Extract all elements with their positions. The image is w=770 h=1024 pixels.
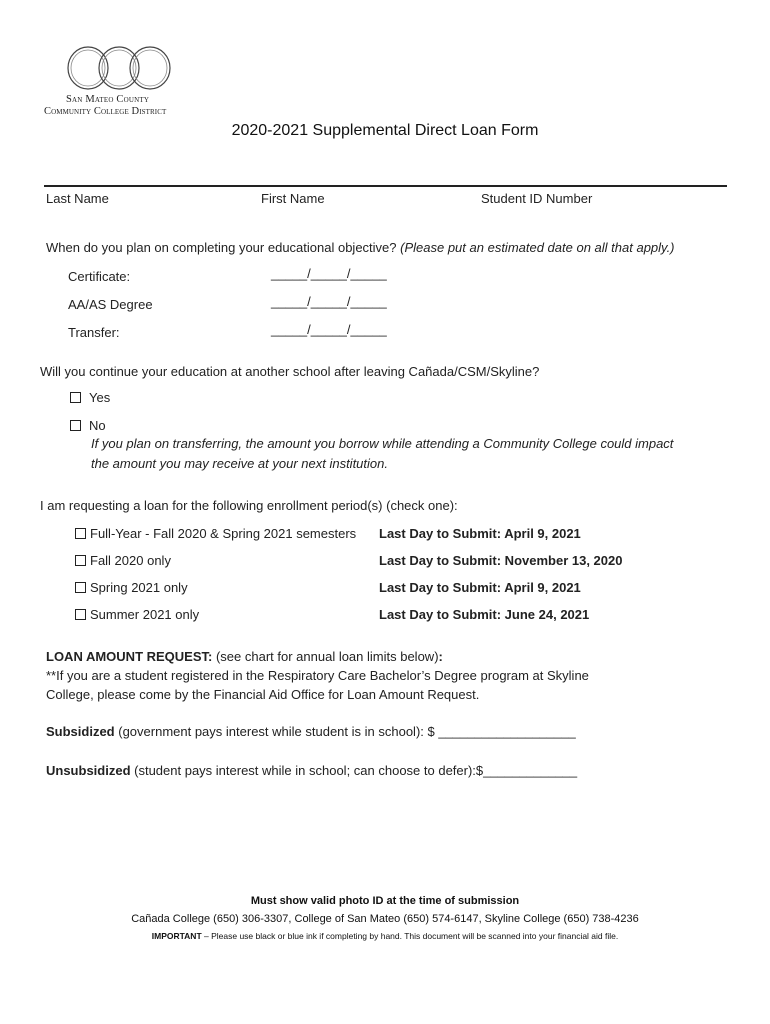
yes-label: Yes bbox=[89, 390, 111, 405]
respiratory-note-line2: College, please come by the Financial Aid Office for Loan Amount Request. bbox=[46, 687, 480, 702]
aa-as-degree-date-field[interactable]: _____/_____/_____ bbox=[271, 294, 387, 309]
full-year-deadline: Last Day to Submit: April 9, 2021 bbox=[379, 526, 581, 541]
subsidized-amount-row[interactable] bbox=[46, 724, 576, 739]
spring-deadline: Last Day to Submit: April 9, 2021 bbox=[379, 580, 581, 595]
unsubsidized-text[interactable]: (student pays interest while in school; can choose to defer):$_____________ bbox=[130, 763, 578, 778]
subsidized-label: Subsidized bbox=[46, 724, 115, 739]
name-signature-line[interactable] bbox=[44, 185, 727, 187]
yes-option[interactable] bbox=[70, 390, 110, 405]
first-name-label: First Name bbox=[261, 191, 325, 206]
transfer-note-line1: If you plan on transferring, the amount you borrow while attending a Community College could impact bbox=[91, 436, 674, 451]
important-label: IMPORTANT bbox=[151, 931, 202, 941]
loan-amount-heading-colon: : bbox=[438, 649, 443, 664]
loan-amount-heading bbox=[46, 649, 443, 664]
certificate-label: Certificate: bbox=[68, 269, 131, 284]
student-id-label: Student ID Number bbox=[481, 191, 593, 206]
respiratory-note-line1: **If you are a student registered in the Respiratory Care Bachelor’s Degree program at Skyline bbox=[46, 668, 589, 683]
enrollment-option-full-year[interactable] bbox=[75, 526, 356, 541]
photo-id-notice: Must show valid photo ID at the time of submission bbox=[250, 895, 520, 907]
enrollment-option-summer[interactable] bbox=[75, 607, 199, 622]
enrollment-question: I am requesting a loan for the following enrollment period(s) (check one): bbox=[40, 498, 458, 513]
loan-amount-heading-label: LOAN AMOUNT REQUEST: bbox=[46, 649, 213, 664]
enrollment-option-fall[interactable] bbox=[75, 553, 171, 568]
full-year-checkbox[interactable] bbox=[75, 528, 86, 539]
transfer-label: Transfer: bbox=[68, 325, 120, 340]
objective-question-note: (Please put an estimated date on all that apply.) bbox=[400, 240, 675, 255]
transfer-note-line2: the amount you may receive at your next institution. bbox=[91, 456, 388, 471]
enrollment-option-spring[interactable] bbox=[75, 580, 188, 595]
summer-deadline: Last Day to Submit: June 24, 2021 bbox=[379, 607, 590, 622]
no-option[interactable] bbox=[70, 418, 106, 433]
important-text: – Please use black or blue ink if completing by hand. This document will be scanned into your financial aid file. bbox=[201, 931, 619, 941]
fall-label: Fall 2020 only bbox=[90, 553, 171, 568]
unsubsidized-label: Unsubsidized bbox=[46, 763, 131, 778]
no-checkbox[interactable] bbox=[70, 420, 81, 431]
full-year-label: Full-Year - Fall 2020 & Spring 2021 semesters bbox=[90, 526, 357, 541]
fall-checkbox[interactable] bbox=[75, 555, 86, 566]
logo-text-line2: Community College District bbox=[44, 106, 167, 117]
objective-question bbox=[46, 240, 675, 255]
spring-label: Spring 2021 only bbox=[90, 580, 188, 595]
important-notice bbox=[0, 931, 770, 941]
rings-logo-icon bbox=[64, 44, 174, 96]
subsidized-text[interactable]: (government pays interest while student is in school): $ ___________________ bbox=[114, 724, 576, 739]
college-contacts: Cañada College (650) 306-3307, College of San Mateo (650) 574-6147, Skyline College (650) 738-4236 bbox=[131, 913, 639, 925]
spring-checkbox[interactable] bbox=[75, 582, 86, 593]
summer-label: Summer 2021 only bbox=[90, 607, 200, 622]
unsubsidized-amount-row[interactable] bbox=[46, 763, 577, 778]
last-name-label: Last Name bbox=[46, 191, 109, 206]
yes-checkbox[interactable] bbox=[70, 392, 81, 403]
no-label: No bbox=[89, 418, 106, 433]
transfer-date-field[interactable]: _____/_____/_____ bbox=[271, 322, 387, 337]
certificate-date-field[interactable]: _____/_____/_____ bbox=[271, 266, 387, 281]
continue-education-question: Will you continue your education at another school after leaving Cañada/CSM/Skyline? bbox=[40, 364, 540, 379]
form-title: 2020-2021 Supplemental Direct Loan Form bbox=[231, 122, 539, 139]
objective-question-text: When do you plan on completing your educational objective? bbox=[46, 240, 397, 255]
loan-amount-heading-rest: (see chart for annual loan limits below) bbox=[212, 649, 439, 664]
fall-deadline: Last Day to Submit: November 13, 2020 bbox=[379, 553, 623, 568]
logo-text-line1: San Mateo County bbox=[66, 94, 150, 105]
summer-checkbox[interactable] bbox=[75, 609, 86, 620]
aa-as-degree-label: AA/AS Degree bbox=[68, 297, 153, 312]
